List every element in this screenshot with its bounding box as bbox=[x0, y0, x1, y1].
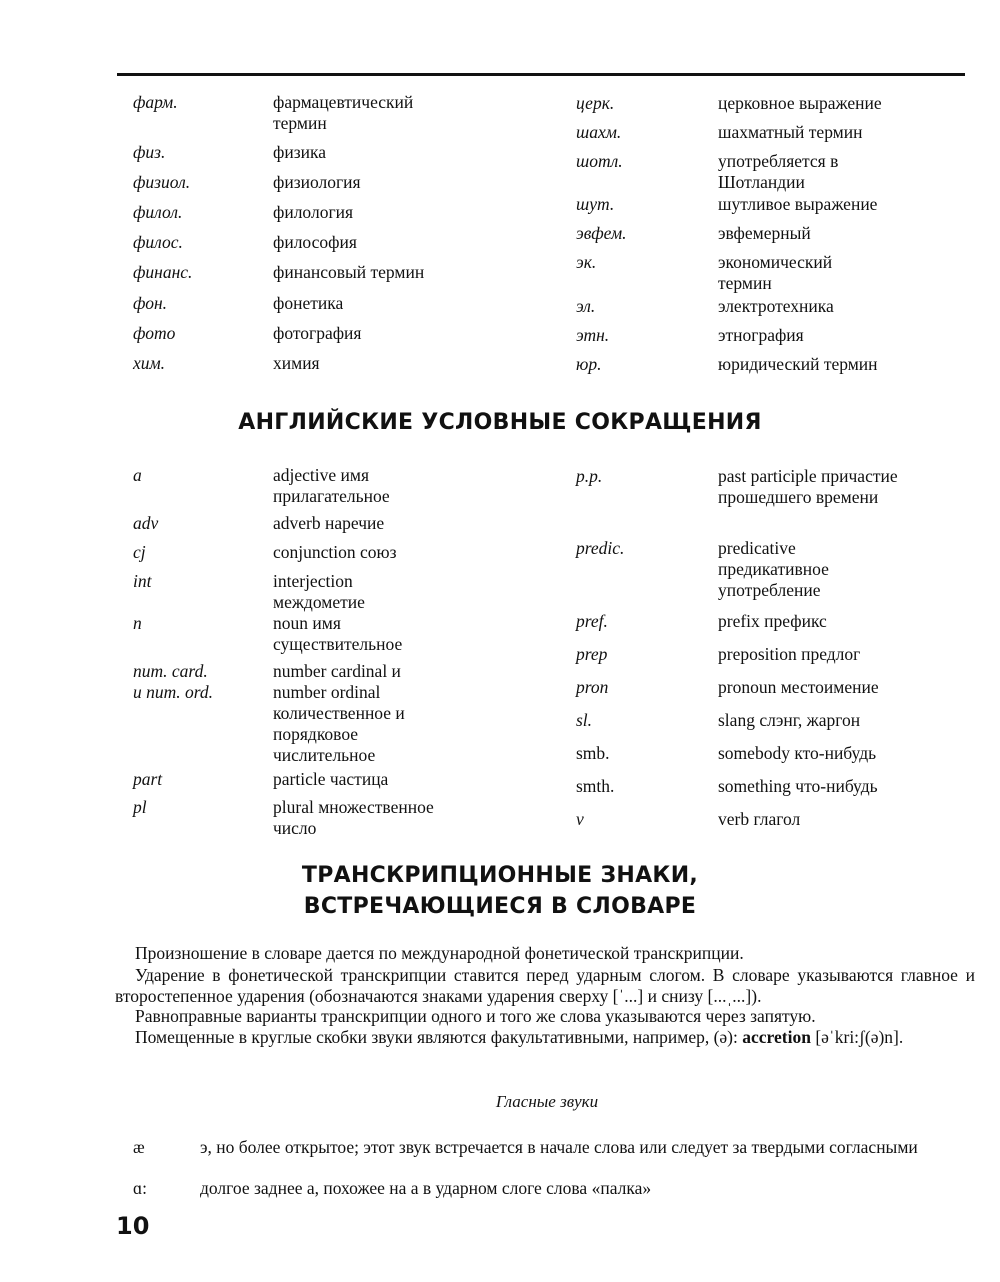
list-item bbox=[576, 296, 966, 325]
abbr-definition: экономический термин bbox=[718, 252, 833, 293]
abbr-term: v bbox=[576, 809, 584, 829]
list-item bbox=[133, 353, 433, 383]
english-abbr-heading: АНГЛИЙСКИЕ УСЛОВНЫЕ СОКРАЩЕНИЯ bbox=[238, 410, 762, 435]
abbr-term: физиол. bbox=[133, 172, 191, 192]
abbr-definition: филология bbox=[273, 202, 354, 222]
abbr-term: филос. bbox=[133, 232, 183, 252]
abbr-definition: физиология bbox=[273, 172, 361, 192]
abbr-definition: юридический термин bbox=[718, 354, 878, 374]
abbr-definition: физика bbox=[273, 142, 326, 162]
abbr-definition: something что-нибудь bbox=[718, 776, 878, 796]
abbr-definition: фонетика bbox=[273, 293, 344, 313]
abbr-term: юр. bbox=[576, 354, 602, 374]
list-item bbox=[576, 611, 966, 644]
paragraph-variants: Равноправные варианты транскрипции одного и того же слова указываются через запятую. bbox=[135, 1006, 816, 1026]
abbr-definition: interjection междометие bbox=[273, 571, 365, 612]
abbr-definition: slang слэнг, жаргон bbox=[718, 710, 861, 730]
abbr-definition: фотография bbox=[273, 323, 362, 343]
abbr-term: физ. bbox=[133, 142, 166, 162]
abbr-term: фарм. bbox=[133, 92, 178, 112]
list-item bbox=[133, 542, 433, 571]
list-item bbox=[576, 93, 966, 122]
abbr-term: pron bbox=[576, 677, 609, 697]
abbr-definition: шутливое выражение bbox=[718, 194, 878, 214]
list-item bbox=[576, 151, 966, 194]
russian-abbr-left bbox=[133, 92, 433, 383]
abbr-term: эвфем. bbox=[576, 223, 627, 243]
vowel-description: долгое заднее а, похожее на а в ударном слоге слова «палка» bbox=[200, 1178, 652, 1198]
abbr-term: церк. bbox=[576, 93, 615, 113]
abbr-term: a bbox=[133, 465, 142, 485]
abbr-term: prep bbox=[576, 644, 608, 664]
abbr-definition: химия bbox=[273, 353, 320, 373]
vowel-symbol: ɑ: bbox=[133, 1178, 148, 1198]
abbr-definition: plural множественное число bbox=[273, 797, 434, 838]
list-item bbox=[576, 354, 966, 383]
abbr-definition: verb глагол bbox=[718, 809, 801, 829]
vowel-entry bbox=[133, 1137, 963, 1158]
top-rule bbox=[117, 73, 965, 76]
list-item bbox=[576, 223, 966, 252]
list-item bbox=[133, 92, 433, 142]
list-item bbox=[576, 194, 966, 223]
english-abbr-left bbox=[133, 465, 433, 839]
abbr-definition: conjunction союз bbox=[273, 542, 397, 562]
abbr-term: филол. bbox=[133, 202, 183, 222]
abbr-term: part bbox=[133, 769, 163, 789]
english-abbr-right bbox=[576, 466, 966, 839]
abbr-term: эл. bbox=[576, 296, 596, 316]
list-item bbox=[576, 644, 966, 677]
abbr-definition: шахматный термин bbox=[718, 122, 863, 142]
abbr-term: n bbox=[133, 613, 142, 633]
abbr-term: шотл. bbox=[576, 151, 623, 171]
abbr-term: этн. bbox=[576, 325, 610, 345]
list-item bbox=[133, 613, 433, 661]
abbr-term: финанс. bbox=[133, 262, 193, 282]
list-item bbox=[576, 538, 966, 611]
abbr-term: шут. bbox=[576, 194, 615, 214]
abbr-definition: философия bbox=[273, 232, 357, 252]
abbr-term: cj bbox=[133, 542, 146, 562]
list-item bbox=[576, 710, 966, 743]
abbr-definition: past participle причастие прошедшего времени bbox=[718, 466, 898, 507]
list-item bbox=[576, 776, 966, 809]
abbr-definition: preposition предлог bbox=[718, 644, 861, 664]
abbr-definition: noun имя существительное bbox=[273, 613, 403, 654]
abbr-term: smth. bbox=[576, 776, 615, 796]
abbr-definition: adverb наречие bbox=[273, 513, 385, 533]
paragraph-text: Помещенные в круглые скобки звуки являются факультативными, например, (ə): bbox=[135, 1027, 738, 1047]
list-item bbox=[133, 172, 433, 202]
example-transcription: [əˈkri:ʃ(ə)n]. bbox=[815, 1027, 904, 1047]
abbr-term: smb. bbox=[576, 743, 610, 763]
abbr-term: sl. bbox=[576, 710, 593, 730]
list-item bbox=[576, 325, 966, 354]
list-item bbox=[576, 252, 966, 296]
list-item bbox=[133, 262, 433, 293]
russian-abbr-right bbox=[576, 93, 966, 383]
list-item bbox=[133, 797, 433, 839]
abbr-term: хим. bbox=[133, 353, 166, 373]
list-item bbox=[133, 769, 433, 797]
abbr-definition: pronoun местоимение bbox=[718, 677, 879, 697]
abbr-definition: prefix префикс bbox=[718, 611, 827, 631]
abbr-definition: adjective имя прилагательное bbox=[273, 465, 390, 506]
vowel-description: э, но более открытое; этот звук встречается в начале слова или следует за твердыми согласными bbox=[200, 1137, 918, 1157]
abbr-term: фото bbox=[133, 323, 176, 343]
abbr-term: pref. bbox=[576, 611, 608, 631]
abbr-term: фон. bbox=[133, 293, 168, 313]
list-item bbox=[133, 513, 433, 542]
list-item bbox=[133, 293, 433, 323]
list-item bbox=[576, 809, 966, 839]
abbr-definition: somebody кто-нибудь bbox=[718, 743, 877, 763]
abbr-term: num. card. и num. ord. bbox=[133, 661, 214, 702]
abbr-definition: этнография bbox=[718, 325, 804, 345]
list-item bbox=[576, 677, 966, 710]
abbr-definition: predicative предикативное употребление bbox=[718, 538, 829, 600]
list-item bbox=[133, 142, 433, 172]
abbr-definition: электротехника bbox=[718, 296, 834, 316]
list-item bbox=[133, 465, 433, 513]
paragraph-pronunciation: Произношение в словаре дается по международной фонетической транскрипции. bbox=[135, 943, 744, 963]
abbr-term: predic. bbox=[576, 538, 625, 558]
abbr-term: int bbox=[133, 571, 152, 591]
list-item bbox=[576, 122, 966, 151]
list-item bbox=[133, 571, 433, 613]
abbr-term: эк. bbox=[576, 252, 597, 272]
abbr-term: pl bbox=[133, 797, 147, 817]
vowels-heading: Гласные звуки bbox=[495, 1092, 599, 1111]
list-item bbox=[133, 323, 433, 353]
list-item bbox=[576, 466, 966, 538]
vowel-symbol: æ bbox=[133, 1137, 145, 1157]
abbr-term: шахм. bbox=[576, 122, 622, 142]
transcription-heading-line2: ВСТРЕЧАЮЩИЕСЯ В СЛОВАРЕ bbox=[303, 894, 697, 919]
list-item bbox=[133, 202, 433, 232]
example-word: accretion bbox=[742, 1027, 811, 1047]
transcription-heading-line1: ТРАНСКРИПЦИОННЫЕ ЗНАКИ, bbox=[301, 863, 699, 888]
abbr-definition: particle частица bbox=[273, 769, 389, 789]
abbr-term: p.p. bbox=[576, 466, 603, 486]
vowel-entry bbox=[133, 1178, 963, 1199]
paragraph-optional-sounds bbox=[115, 1027, 975, 1048]
abbr-term: adv bbox=[133, 513, 159, 533]
list-item bbox=[576, 743, 966, 776]
abbr-definition: эвфемерный bbox=[718, 223, 811, 243]
paragraph-stress: Ударение в фонетической транскрипции ставится перед ударным слогом. В словаре указываются главное и второстепенное ударения (обозначаются знаками ударения сверху [ˈ...] и снизу [...ˌ...]). bbox=[115, 965, 975, 1006]
abbr-definition: церковное выражение bbox=[718, 93, 882, 113]
abbr-definition: number cardinal и number ordinal количественное и порядковое числительное bbox=[273, 661, 405, 765]
list-item bbox=[133, 232, 433, 262]
abbr-definition: фармацевтический термин bbox=[273, 92, 414, 133]
abbr-definition: финансовый термин bbox=[273, 262, 425, 282]
page-number: 10 bbox=[116, 1212, 150, 1240]
list-item bbox=[133, 661, 433, 769]
abbr-definition: употребляется в Шотландии bbox=[718, 151, 839, 192]
